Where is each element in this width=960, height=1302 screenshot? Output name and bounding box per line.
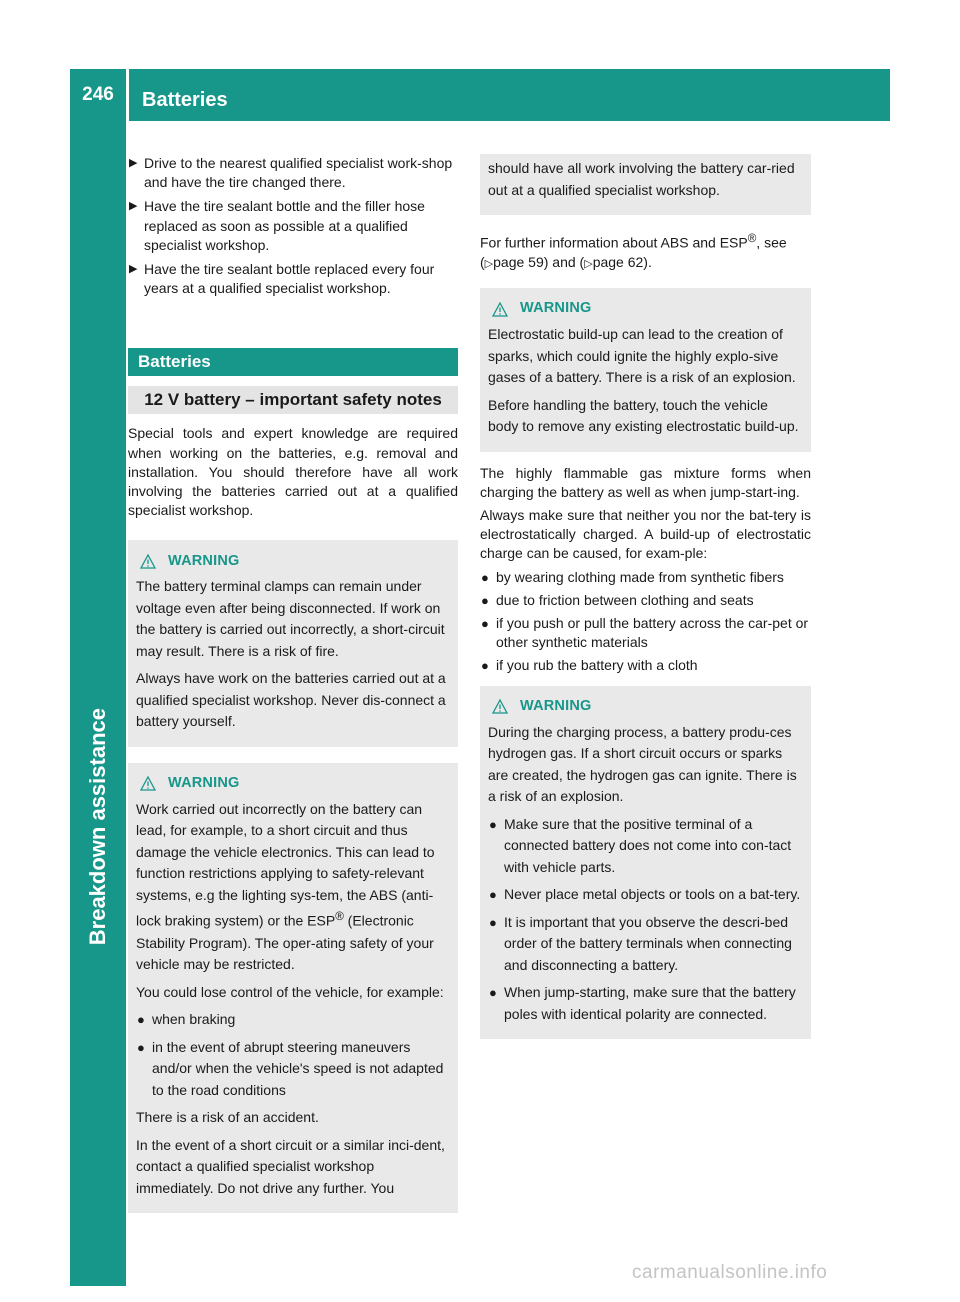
warning-text: You could lose control of the vehicle, for example: bbox=[136, 983, 444, 1000]
bullet-icon: ● bbox=[481, 615, 489, 631]
bullet-icon: ● bbox=[137, 1039, 145, 1055]
warning-text: In the event of a short circuit or a similar inci-dent, contact a qualified specialist workshop immediately. Do not drive any further. You bbox=[136, 1136, 445, 1196]
page-title: Batteries bbox=[142, 89, 228, 111]
warning-text: Always have work on the batteries carried out at a qualified specialist workshop. Never dis-connect a battery yourself. bbox=[136, 670, 446, 730]
warning-text: Electrostatic build-up can lead to the creation of sparks, which could ignite the highly explo-sive gases of a battery. There is a risk of an explosion. bbox=[488, 326, 796, 386]
info-text: , see ( bbox=[480, 234, 787, 270]
warning-triangle-icon bbox=[492, 302, 508, 317]
list-item bbox=[480, 656, 811, 675]
bullet-text: Never place metal objects or tools on a bat-tery. bbox=[504, 886, 801, 903]
warning-header bbox=[492, 298, 801, 320]
right-column bbox=[480, 154, 811, 1039]
warning-box bbox=[480, 288, 811, 452]
arrow-right-icon: ▶ bbox=[129, 200, 138, 213]
warning-triangle-icon bbox=[492, 699, 508, 714]
registered-mark: ® bbox=[747, 232, 757, 245]
warning-text bbox=[136, 799, 448, 976]
bullet-icon: ● bbox=[481, 569, 489, 585]
warning-bullet bbox=[488, 982, 801, 1025]
bullet-text: Make sure that the positive terminal of a connected battery does not come into con-tact with vehicle parts. bbox=[504, 815, 792, 875]
bullet-icon: ● bbox=[489, 887, 497, 903]
warning-text-part: (Electronic Stability Program). The oper-ating safety of your vehicle may be restricted. bbox=[136, 913, 434, 973]
header-divider bbox=[126, 69, 129, 121]
instruction-step bbox=[128, 197, 458, 255]
warning-title: WARNING bbox=[168, 552, 240, 569]
section-heading: Batteries bbox=[128, 348, 458, 376]
intro-paragraph: Special tools and expert knowledge are required when working on the batteries, e.g. removal and installation. You should therefore have all work involving the batteries carried out at a qualified specialist workshop. bbox=[128, 425, 458, 519]
list-item bbox=[480, 591, 811, 610]
bullet-text: when braking bbox=[152, 1011, 236, 1028]
instruction-step bbox=[128, 260, 458, 298]
warning-box bbox=[128, 763, 458, 1213]
warning-triangle-icon bbox=[140, 776, 156, 791]
bullet-icon: ● bbox=[137, 1012, 145, 1028]
warning-text: There is a risk of an accident. bbox=[136, 1109, 319, 1126]
step-text: Drive to the nearest qualified specialist work-shop and have the tire changed there. bbox=[144, 155, 453, 191]
warning-text-part: Work carried out incorrectly on the battery can lead, for example, to a short circuit and thus damage the vehicle electronics. This can lead to function restrictions applying to safety-relevant systems, e.g the lighting sys-tem, the ABS (anti-lock braking system) or the ESP bbox=[136, 800, 435, 930]
list-item bbox=[480, 614, 811, 652]
watermark: carmanualsonline.info bbox=[632, 1262, 828, 1283]
info-text: For further information about ABS and ESP bbox=[480, 234, 748, 251]
warning-triangle-icon bbox=[140, 554, 156, 569]
bullet-text: When jump-starting, make sure that the battery poles with identical polarity are connected. bbox=[504, 984, 796, 1022]
registered-mark: ® bbox=[335, 910, 344, 924]
info-paragraph bbox=[480, 229, 811, 274]
page-reference-link[interactable]: page 59 bbox=[493, 253, 544, 270]
warning-header bbox=[492, 696, 801, 718]
warning-bullet bbox=[488, 814, 801, 879]
bullet-text: It is important that you observe the descri-bed order of the battery terminals when connecting and disconnecting a battery. bbox=[504, 913, 792, 973]
side-tab bbox=[70, 121, 126, 1286]
body-paragraph: Always make sure that neither you nor the bat-tery is electrostatically charged. A build-up of electrostatic charge can be caused, for exam-ple: bbox=[480, 506, 811, 562]
bullet-text: due to friction between clothing and seats bbox=[496, 591, 754, 608]
bullet-icon: ● bbox=[489, 816, 497, 832]
warning-box-continued bbox=[480, 154, 811, 215]
bullet-icon: ● bbox=[481, 592, 489, 608]
page-arrow-icon: ▷ bbox=[584, 257, 593, 270]
info-text: ). bbox=[643, 253, 652, 270]
bullet-text: if you push or pull the battery across the car-pet or other synthetic materials bbox=[496, 614, 809, 651]
bullet-text: in the event of abrupt steering maneuvers and/or when the vehicle's speed is not adapted to the road conditions bbox=[152, 1038, 444, 1098]
bullet-list bbox=[480, 568, 811, 676]
subsection-heading: 12 V battery – important safety notes bbox=[128, 386, 458, 414]
bullet-icon: ● bbox=[489, 985, 497, 1001]
warning-bullet bbox=[136, 1037, 448, 1102]
warning-header bbox=[140, 550, 448, 572]
bullet-text: if you rub the battery with a cloth bbox=[496, 657, 698, 674]
warning-title: WARNING bbox=[168, 775, 240, 792]
arrow-right-icon: ▶ bbox=[129, 157, 138, 169]
warning-bullet bbox=[488, 884, 801, 906]
warning-header bbox=[140, 773, 448, 795]
arrow-right-icon: ▶ bbox=[129, 263, 138, 276]
page-reference-link[interactable]: page 62 bbox=[592, 253, 644, 270]
warning-title: WARNING bbox=[520, 300, 592, 317]
page-number: 246 bbox=[82, 84, 114, 105]
warning-text: The battery terminal clamps can remain under voltage even after being disconnected. If work on the battery is carried out incorrectly, a short-circuit may result. There is a risk of fire. bbox=[136, 578, 445, 659]
warning-bullet bbox=[136, 1009, 448, 1031]
warning-text: During the charging process, a battery produ-ces hydrogen gas. If a short circuit occurs or sparks are created, the hydrogen gas can ignite. There is a risk of an explosion. bbox=[488, 723, 797, 805]
warning-box bbox=[480, 686, 811, 1040]
side-tab-label: Breakdown assistance bbox=[85, 708, 110, 946]
bullet-icon: ● bbox=[481, 658, 489, 674]
info-text: ) and ( bbox=[543, 253, 585, 270]
warning-title: WARNING bbox=[520, 697, 592, 714]
page-arrow-icon: ▷ bbox=[484, 257, 494, 270]
warning-box bbox=[128, 540, 458, 747]
bullet-icon: ● bbox=[489, 914, 497, 930]
bullet-text: by wearing clothing made from synthetic fibers bbox=[496, 568, 784, 585]
instruction-step bbox=[128, 154, 458, 192]
warning-bullet bbox=[488, 912, 801, 977]
left-column bbox=[128, 154, 458, 1213]
warning-text: Before handling the battery, touch the vehicle body to remove any existing electrostatic build-up. bbox=[488, 396, 799, 435]
body-paragraph: The highly flammable gas mixture forms when charging the battery as well as when jump-start-ing. bbox=[480, 464, 811, 500]
step-text: Have the tire sealant bottle replaced every four years at a qualified specialist workshop. bbox=[144, 261, 435, 297]
list-item bbox=[480, 568, 811, 587]
step-text: Have the tire sealant bottle and the filler hose replaced as soon as possible at a qualified specialist workshop. bbox=[144, 198, 425, 253]
warning-text: should have all work involving the battery car-ried out at a qualified specialist workshop. bbox=[488, 160, 795, 198]
